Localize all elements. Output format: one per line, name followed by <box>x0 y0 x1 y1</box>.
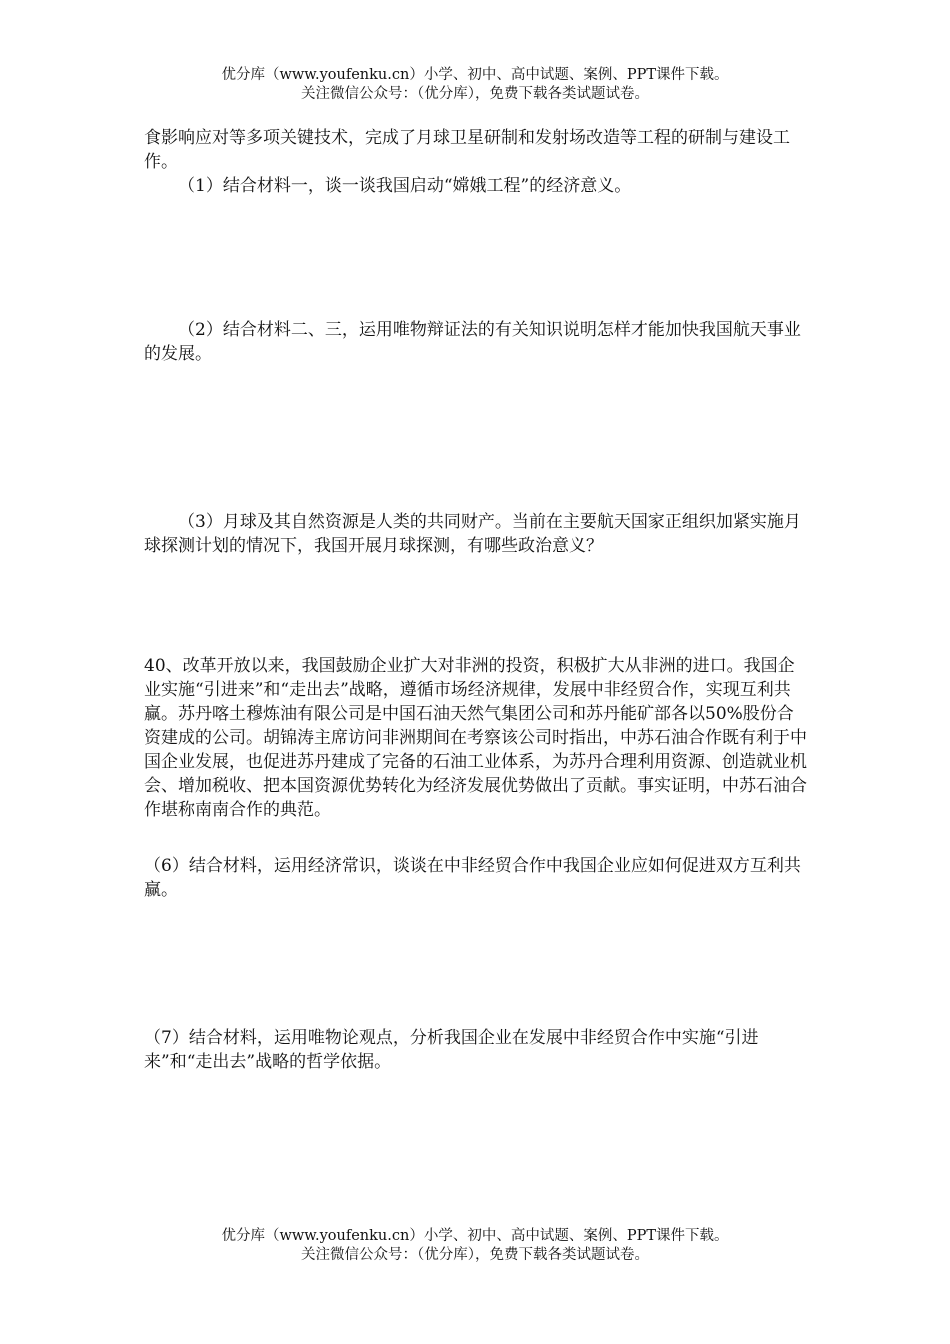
continuation-text: 食影响应对等多项关键技术，完成了月球卫星研制和发射场改造等工程的研制与建设工作。 <box>144 128 790 172</box>
footer-line-1: 优分库（www.youfenku.cn）小学、初中、高中试题、案例、PPT课件下载。 <box>221 1228 729 1244</box>
question-1 <box>144 174 808 198</box>
question-40-text: 40、改革开放以来，我国鼓励企业扩大对非洲的投资，积极扩大从非洲的进口。我国企业实施“引进来”和“走出去”战略，遵循市场经济规律，发展中非经贸合作，实现互利共赢。苏丹喀土穆炼油有限公司是中国石油天然气集团公司和苏丹能矿部各以50%股份合资建成的公司。胡锦涛主席访问非洲期间在考察该公司时指出，中苏石油合作既有利于中国企业发展，也促进苏丹建成了完备的石油工业体系，为苏丹合理利用资源、创造就业机会、增加税收、把本国资源优势转化为经济发展优势做出了贡献。事实证明，中苏石油合作堪称南南合作的典范。 <box>144 656 807 820</box>
header-line-1: 优分库（www.youfenku.cn）小学、初中、高中试题、案例、PPT课件下载。 <box>221 67 729 83</box>
material-continuation <box>144 126 808 174</box>
question-1-text: （1）结合材料一，谈一谈我国启动“嫦娥工程”的经济意义。 <box>178 176 632 196</box>
question-40-material <box>144 654 808 822</box>
question-6 <box>144 854 808 902</box>
question-6-text: （6）结合材料，运用经济常识，谈谈在中非经贸合作中我国企业应如何促进双方互利共赢。 <box>144 856 801 900</box>
question-2 <box>144 318 808 366</box>
page-header <box>0 66 950 104</box>
question-7-text: （7）结合材料，运用唯物论观点，分析我国企业在发展中非经贸合作中实施“引进来”和“走出去”战略的哲学依据。 <box>144 1028 759 1072</box>
question-7 <box>144 1026 808 1074</box>
header-line-2: 关注微信公众号：（优分库），免费下载各类试题试卷。 <box>301 86 649 102</box>
question-3-text: （3）月球及其自然资源是人类的共同财产。当前在主要航天国家正组织加紧实施月球探测计划的情况下，我国开展月球探测，有哪些政治意义？ <box>144 512 801 556</box>
page-footer <box>0 1227 950 1265</box>
question-2-text: （2）结合材料二、三，运用唯物辩证法的有关知识说明怎样才能加快我国航天事业的发展。 <box>144 320 801 364</box>
question-3 <box>144 510 808 558</box>
footer-line-2: 关注微信公众号：（优分库），免费下载各类试题试卷。 <box>301 1247 649 1263</box>
